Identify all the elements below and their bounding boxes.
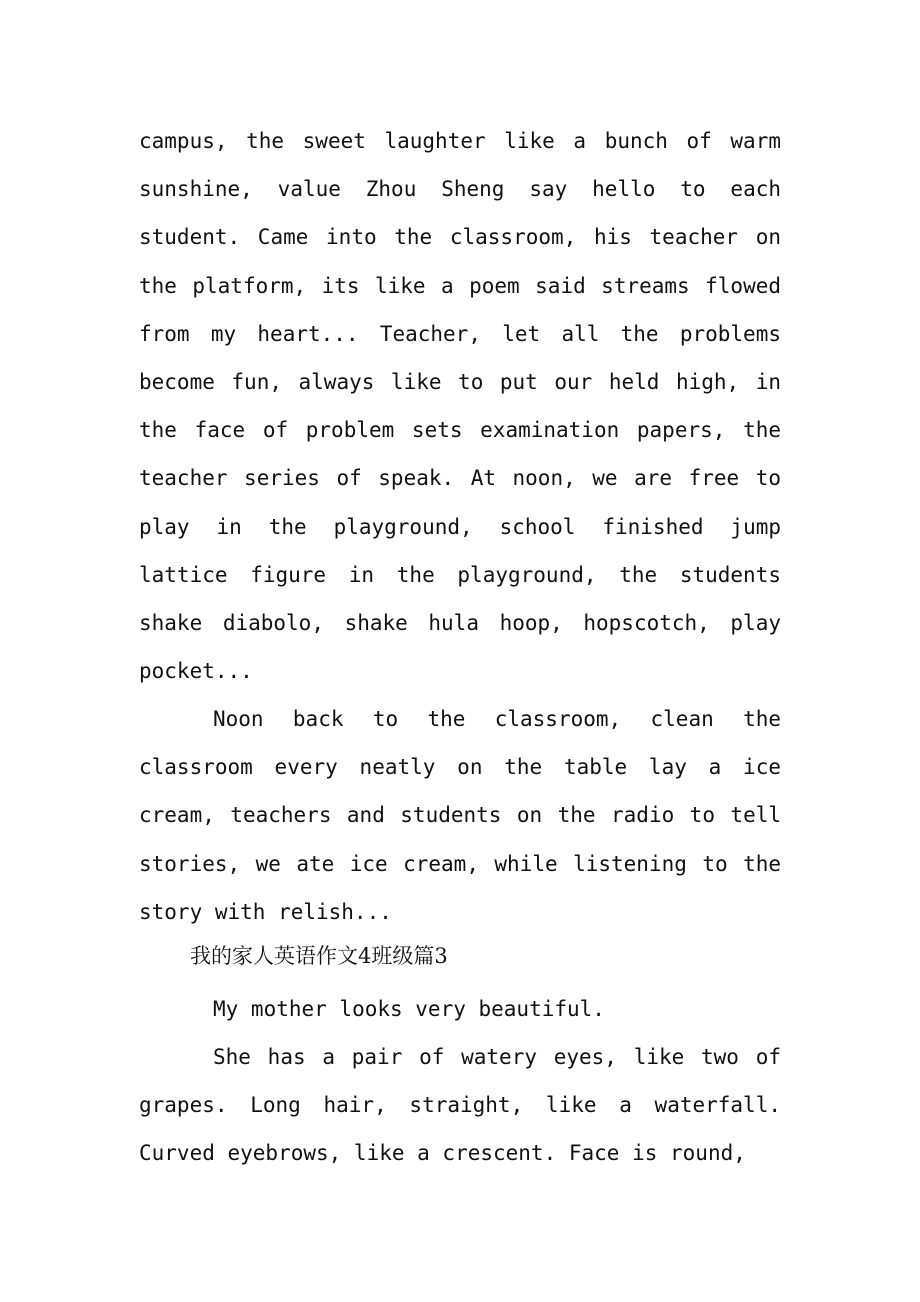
section-heading: 我的家人英语作文4班级篇3 xyxy=(190,944,448,968)
text-block-mother xyxy=(139,985,781,1033)
paragraph-mother: My mother looks very beautiful. xyxy=(213,997,605,1021)
paragraph-description: She has a pair of watery eyes, like two of grapes. Long hair, straight, like a waterfall. Curved eyebrows, like a crescent. Face is round, xyxy=(139,1045,781,1166)
paragraph-campus: campus, the sweet laughter like a bunch of warm sunshine, value Zhou Sheng say hello to each student. Came into the classroom, his teacher on the platform, its like a poem said streams flowed from my heart... Teacher, let all the problems become fun, always like to put our held high, in the face of problem sets examination papers, the teacher series of speak. At noon, we are free to play in the playground, school finished jump lattice figure in the playground, the students shake diabolo, shake hula hoop, hopscotch, play pocket... xyxy=(139,129,781,684)
paragraph-noon: Noon back to the classroom, clean the classroom every neatly on the table lay a ice cream, teachers and students on the radio to tell stories, we ate ice cream, while listening to the story with relish... xyxy=(139,707,781,924)
text-block-noon xyxy=(139,695,781,936)
text-block-continuation xyxy=(139,117,781,695)
text-block-description xyxy=(139,1033,781,1178)
